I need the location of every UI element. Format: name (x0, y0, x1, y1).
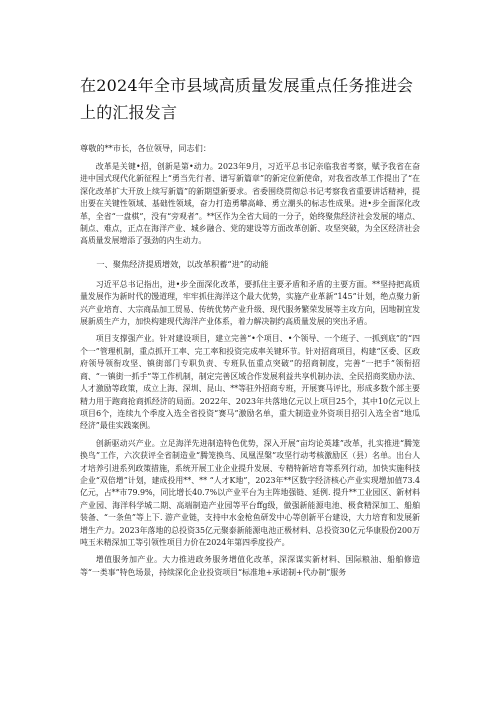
document-title: 在2024年全市县域高质量发展重点任务推进会上的汇报发言 (80, 76, 414, 122)
section-heading-1: 一、聚焦经济提质增效，以改革积蓄“进”的动能 (96, 258, 269, 269)
paragraph-4: 增值服务加产业。大力推进政务服务增值化改革，深深谋实新材料、国际粮油、船舶修造等“一类事”特色场景，持续深化企业投资项目“标准地+承诺制+代办制”服务 (80, 555, 420, 577)
paragraph-1: 习近平总书记指出，进•步全面深化改革，要抓住主要矛盾和矛盾的主要方面。**坚持把高质量发展作为新时代的馒道理，牢牢抓住海洋这个最大优势，实施产业革新“145”计划，绝点聚力新兴产业培育、大宗商品加工贸易、传统优势产业升级、现代服务繁荣发展等主攻方向，因地制宜发展新质生产力，加快构建现代海洋产业体系，着力解决制约高质量发展的突出矛盾。 (80, 279, 420, 327)
paragraph-3: 创新驱动兴产业。立足海洋先进制造特色优势，深入开展“亩均论英雄”改革，扎实推进“腾笼换鸟”工作，六次获评全省制造业“腾笼换鸟、凤凰涅槃”攻坚行动考核激励区（县）名单。出台人才培养引进系列政策措施，系统开展工业企业提升发展、专精特新培育等系列行动，加快实施科技企业“双倍增”计划，建成投用**、** “人才K地”，2023年**区数字经济核心产业实现增加值73.4亿元，占**市79.9%，同比增长40.7%以产业平台为主阵地强链、延例. 提升**工业园区、新材料产业园、海洋科学城二期、高端制造产业园等平台ffg级，做强新能源电池、极食精深加工、船舶装备、“一条鱼”等上下. 游产业链，支持中水金枪鱼研发中心等创新平台建设，大力培育和发展新增生产力。2023年落地的总投资35亿元聚泰新能源电池正极材料、总投资30亿元华康股份200万吨玉米精深加工等引领性项目力价在2024年第四季度投产。 (80, 438, 420, 547)
paragraph-2: 项目支撑强产业。针对建设项目，建立完善“•个项目、•个领导、一个班子、一抓到底”的“四个一”管理机制，重点抓开工率、完工率和投资完成率关键环节。针对招商项目，构建“区委、区政府领导领衔攻坚、镇街部门专职负责、专班队伍重点突破”的招商制度，完善“一把手”领衔招商、“一镇街一抓手”等工作机制，制定完善区域合作发展利益共享机制办法、全民招商奖励办法、人才激励等政策，成立上海、深圳、昆山、**等驻外招商专班，开展赛马评比，形成多数个部主要精力用于跑商抢商抓经济的局面。2022年、2023年共落地亿元以上项目25个，其中10亿元以上项目6个，连续九个季度入选全省投资“赛马”激励名单，重大制造业外资项目招引入选全省“地瓜经济”最佳实践案例。 (80, 334, 420, 431)
paragraph-intro: 改革是关键•招，创新是第•动力。2023年9月，习近平总书记亲临我省考察，赋予我省在奋进中国式现代化新征程上“勇当先行者、谱写新篇章”的新定位新使命，对我省改革工作提出了“在深化改革扩大开放上续写新篇”的新期望新要求。省委围绕贯彻总书记考察我省重要讲话精神，提出要在关键性领域、基础性领域，奋力打造勇攀高峰、勇立潮头的标志性成果。进•步全面深化改革，全省“一盘棋”，没有“旁观者”。**区作为全省大局的一分子，始终聚焦经济社会发展的堵点、制点、难点，正点在海洋产业、城乡融合、党的建设等方面改革创新、攻坚突破，为全区经济社会高质量发展增添了强劲的内生动力。 (80, 162, 420, 246)
greeting: 尊敬的**市长，各位领导，同志们： (80, 143, 212, 153)
